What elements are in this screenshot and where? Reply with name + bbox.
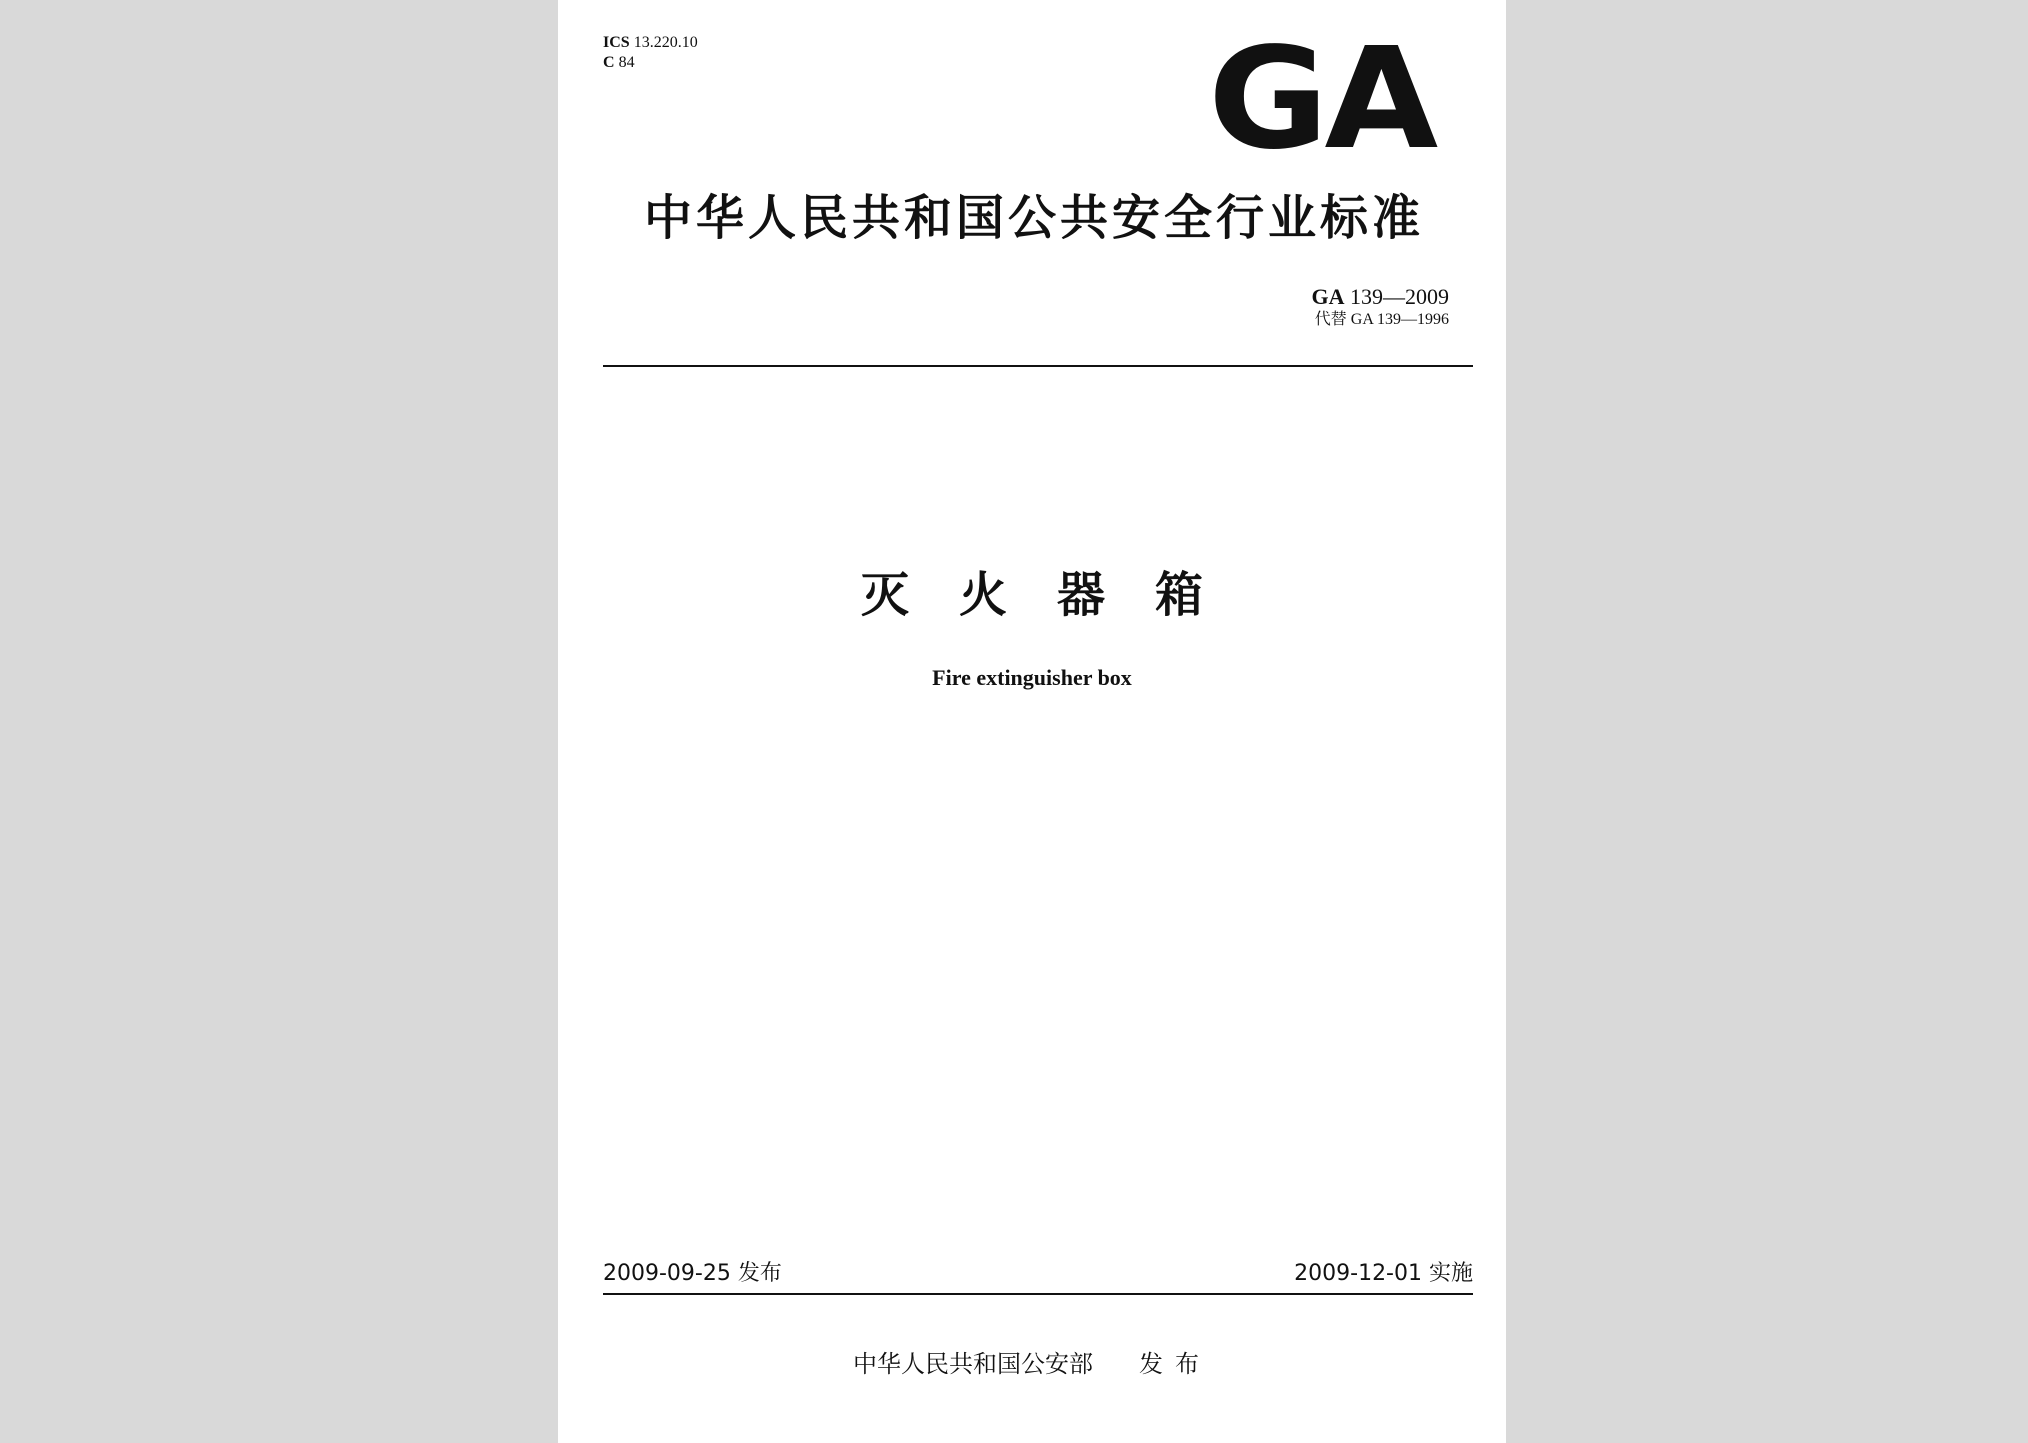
standard-number-prefix: GA bbox=[1311, 284, 1345, 309]
document-title-cn: 灭火器箱 bbox=[860, 567, 1253, 623]
standard-number-block bbox=[1312, 284, 1450, 330]
ccs-label: C bbox=[603, 54, 615, 71]
footer-divider bbox=[603, 1293, 1473, 1295]
issued-word: 发布 bbox=[1139, 1350, 1211, 1378]
standard-number: 139—2009 bbox=[1350, 284, 1449, 309]
document-title-en: Fire extinguisher box bbox=[932, 665, 1132, 690]
ccs-code: 84 bbox=[618, 54, 635, 71]
ics-code: 13.220.10 bbox=[633, 34, 698, 51]
date-row bbox=[603, 1259, 1473, 1289]
publish-date: 2009-09-25 发布 bbox=[603, 1261, 782, 1286]
replaces-note: 代替 GA 139—1996 bbox=[1314, 311, 1449, 328]
classification-codes bbox=[603, 33, 698, 73]
ics-label: ICS bbox=[603, 34, 630, 51]
standard-category-title: 中华人民共和国公共安全行业标准 bbox=[643, 190, 1424, 246]
issuer-name: 中华人民共和国公安部 bbox=[853, 1350, 1093, 1378]
header-divider bbox=[603, 365, 1473, 367]
implement-date: 2009-12-01 实施 bbox=[1294, 1261, 1473, 1286]
ga-logo: GA bbox=[1208, 18, 1435, 181]
issuer-row bbox=[558, 1348, 1506, 1380]
document-cover-page bbox=[558, 0, 1506, 1443]
